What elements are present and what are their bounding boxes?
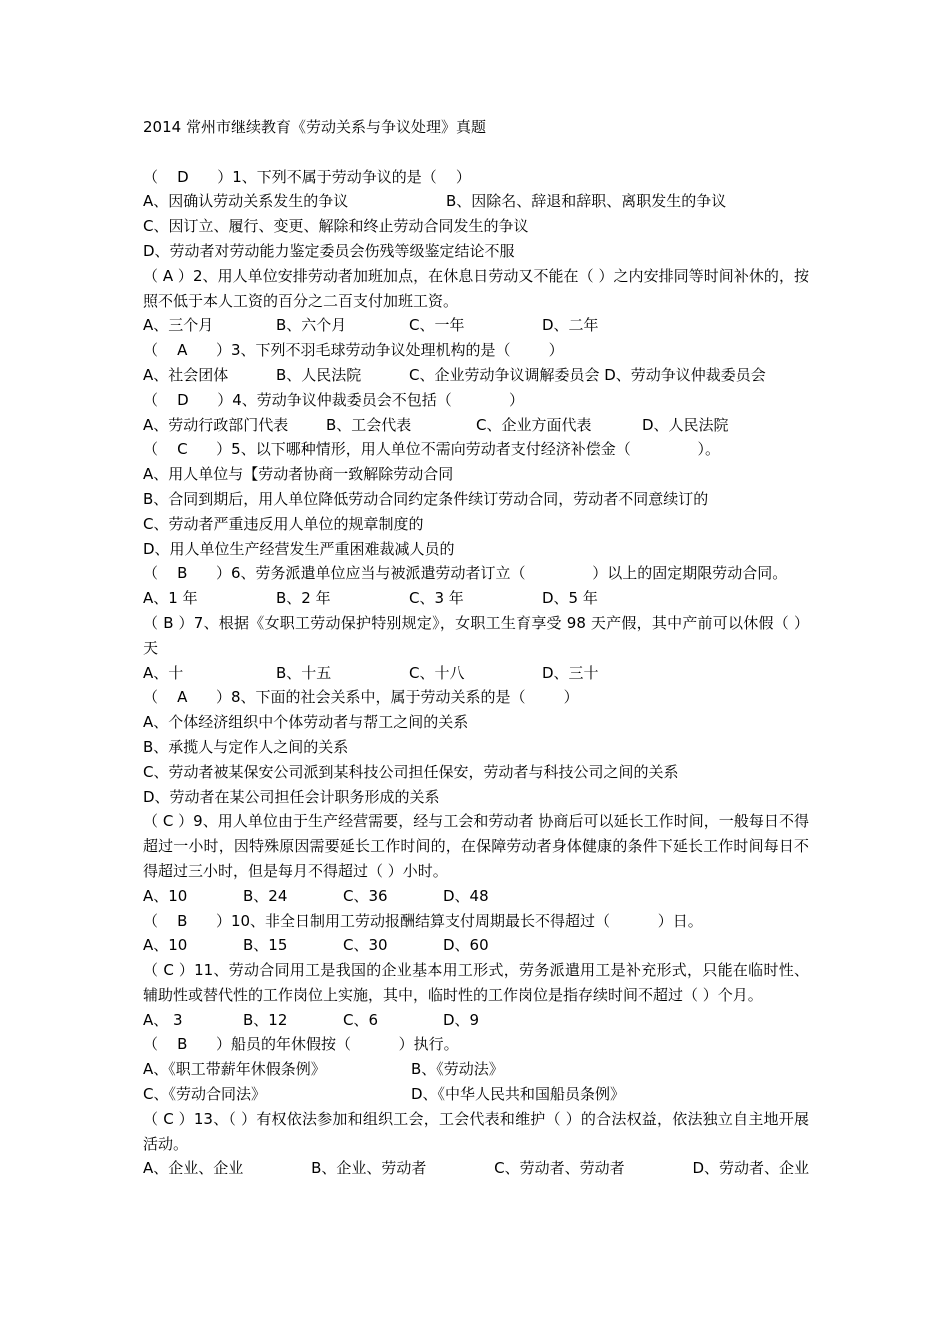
question-9-option-b: B、24 — [243, 886, 288, 905]
question-9-option-d: D、48 — [443, 886, 489, 905]
question-1-option-a: A、因确认劳动关系发生的争议 — [143, 192, 349, 211]
question-9-option-a: A、10 — [143, 886, 188, 905]
question-12-stem: （ B ）船员的年休假按（ ）执行。 — [143, 1035, 459, 1054]
question-8-stem: （ A ）8、下面的社会关系中，属于劳动关系的是（ ） — [143, 688, 579, 707]
question-8-option-d: D、劳动者在某公司担任会计职务形成的关系 — [143, 787, 440, 806]
question-7-option-d: D、三十 — [542, 663, 599, 682]
question-10-option-b: B、15 — [243, 936, 288, 955]
question-12-options-row-1 — [143, 1057, 809, 1082]
question-6-stem: （ B ）6、劳务派遣单位应当与被派遣劳动者订立（ ）以上的固定期限劳动合同。 — [143, 564, 788, 583]
question-1-stem: （ D ）1、下列不属于劳动争议的是（ ） — [143, 167, 471, 186]
question-13-stem: （ C ）13、（ ）有权依法参加和组织工会，工会代表和维护（ ）的合法权益，依法独立自主地开展活动。 — [143, 1109, 809, 1153]
question-12-option-a: A、《职工带薪年休假条例》 — [143, 1060, 326, 1079]
question-2-option-b: B、六个月 — [276, 316, 347, 335]
question-8-option-a: A、个体经济组织中个体劳动者与帮工之间的关系 — [143, 713, 469, 732]
question-13-option-c: C、劳动者、劳动者 — [494, 1159, 625, 1178]
question-9-options — [143, 884, 809, 909]
question-3-options — [143, 363, 809, 388]
question-10-option-c: C、30 — [343, 936, 388, 955]
question-6-option-b: B、2 年 — [276, 589, 331, 608]
question-12-options-row-2 — [143, 1082, 809, 1107]
question-2-option-c: C、一年 — [409, 316, 465, 335]
question-3-option-b: B、人民法院 — [276, 365, 362, 384]
question-11-options — [143, 1008, 809, 1033]
question-10-option-a: A、10 — [143, 936, 188, 955]
question-4-option-a: A、劳动行政部门代表 — [143, 415, 289, 434]
question-6-options — [143, 586, 809, 611]
question-6-option-a: A、1 年 — [143, 589, 198, 608]
document-page — [143, 115, 809, 1181]
question-5-option-c: C、劳动者严重违反用人单位的规章制度的 — [143, 514, 424, 533]
question-5-option-d: D、用人单位生产经营发生严重困难裁减人员的 — [143, 539, 455, 558]
question-3-option-a: A、社会团体 — [143, 365, 229, 384]
question-11-option-c: C、6 — [343, 1010, 379, 1029]
question-4-stem: （ D ）4、劳动争议仲裁委员会不包括（ ） — [143, 390, 524, 409]
question-11-option-b: B、12 — [243, 1010, 288, 1029]
question-11-stem: （ C ）11、劳动合同用工是我国的企业基本用工形式，劳务派遣用工是补充形式，只能在临时性、辅助性或替代性的工作岗位上实施，其中，临时性的工作岗位是指存续时间不超过（ ）个月。 — [143, 961, 809, 1004]
question-2-options — [143, 313, 809, 338]
question-2-option-a: A、三个月 — [143, 316, 214, 335]
question-10-option-d: D、60 — [443, 936, 489, 955]
question-5-stem: （ C ）5、以下哪种情形，用人单位不需向劳动者支付经济补偿金（ ）。 — [143, 440, 720, 459]
question-7-options — [143, 661, 809, 686]
question-6-option-c: C、3 年 — [409, 589, 464, 608]
question-13-option-a: A、企业、企业 — [143, 1159, 244, 1178]
question-13-option-b: B、企业、劳动者 — [311, 1159, 427, 1178]
question-9-stem: （ C ）9、用人单位由于生产经营需要，经与工会和劳动者 协商后可以延长工作时间，一般每日不得超过一小时，因特殊原因需要延长工作时间的，在保障劳动者身体健康的条件下延长工作时间每日不得超过三小时，但是每月不得超过（ ）小时。 — [143, 812, 809, 880]
question-5-option-a: A、用人单位与【劳动者协商一致解除劳动合同 — [143, 465, 454, 484]
document-title: 2014 常州市继续教育《劳动关系与争议处理》真题 — [143, 118, 486, 136]
question-4-options — [143, 413, 809, 438]
question-7-option-b: B、十五 — [276, 663, 332, 682]
question-4-option-c: C、企业方面代表 — [476, 415, 592, 434]
question-1-option-b: B、因除名、辞退和辞职、离职发生的争议 — [446, 192, 727, 211]
question-12-option-d: D、《中华人民共和国船员条例》 — [411, 1085, 626, 1104]
question-2-stem: （ A ）2、用人单位安排劳动者加班加点，在休息日劳动又不能在（ ）之内安排同等时间补休的，按照不低于本人工资的百分之二百支付加班工资。 — [143, 266, 809, 310]
question-6-option-d: D、5 年 — [542, 589, 598, 608]
question-8-option-b: B、承揽人与定作人之间的关系 — [143, 737, 349, 756]
question-4-option-b: B、工会代表 — [326, 415, 412, 434]
question-2-option-d: D、二年 — [542, 316, 599, 335]
question-8-option-c: C、劳动者被某保安公司派到某科技公司担任保安，劳动者与科技公司之间的关系 — [143, 762, 679, 781]
question-13-options — [143, 1156, 809, 1181]
question-5-option-b: B、合同到期后，用人单位降低劳动合同约定条件续订劳动合同，劳动者不同意续订的 — [143, 489, 709, 508]
question-11-option-d: D、9 — [443, 1010, 480, 1029]
question-10-options — [143, 933, 809, 958]
question-7-stem: （ B ）7、根据《女职工劳动保护特别规定》，女职工生育享受 98 天产假，其中产前可以休假（ ）天 — [143, 613, 809, 657]
question-7-option-c: C、十八 — [409, 663, 465, 682]
question-3-stem: （ A ）3、下列不羽毛球劳动争议处理机构的是（ ） — [143, 341, 564, 360]
question-3-option-c-d: C、企业劳动争议调解委员会 D、劳动争议仲裁委员会 — [409, 365, 766, 384]
question-11-option-a: A、 3 — [143, 1010, 183, 1029]
question-13-option-d: D、劳动者、企业 — [692, 1159, 809, 1178]
question-12-option-c: C、《劳动合同法》 — [143, 1085, 266, 1104]
question-1-options-row — [143, 189, 809, 214]
question-9-option-c: C、36 — [343, 886, 388, 905]
question-1-option-d: D、劳动者对劳动能力鉴定委员会伤残等级鉴定结论不服 — [143, 241, 515, 260]
question-1-option-c: C、因订立、履行、变更、解除和终止劳动合同发生的争议 — [143, 217, 529, 236]
question-10-stem: （ B ）10、非全日制用工劳动报酬结算支付周期最长不得超过（ ）日。 — [143, 911, 703, 930]
question-4-option-d: D、人民法院 — [642, 415, 729, 434]
question-7-option-a: A、十 — [143, 663, 184, 682]
question-12-option-b: B、《劳动法》 — [411, 1060, 504, 1079]
